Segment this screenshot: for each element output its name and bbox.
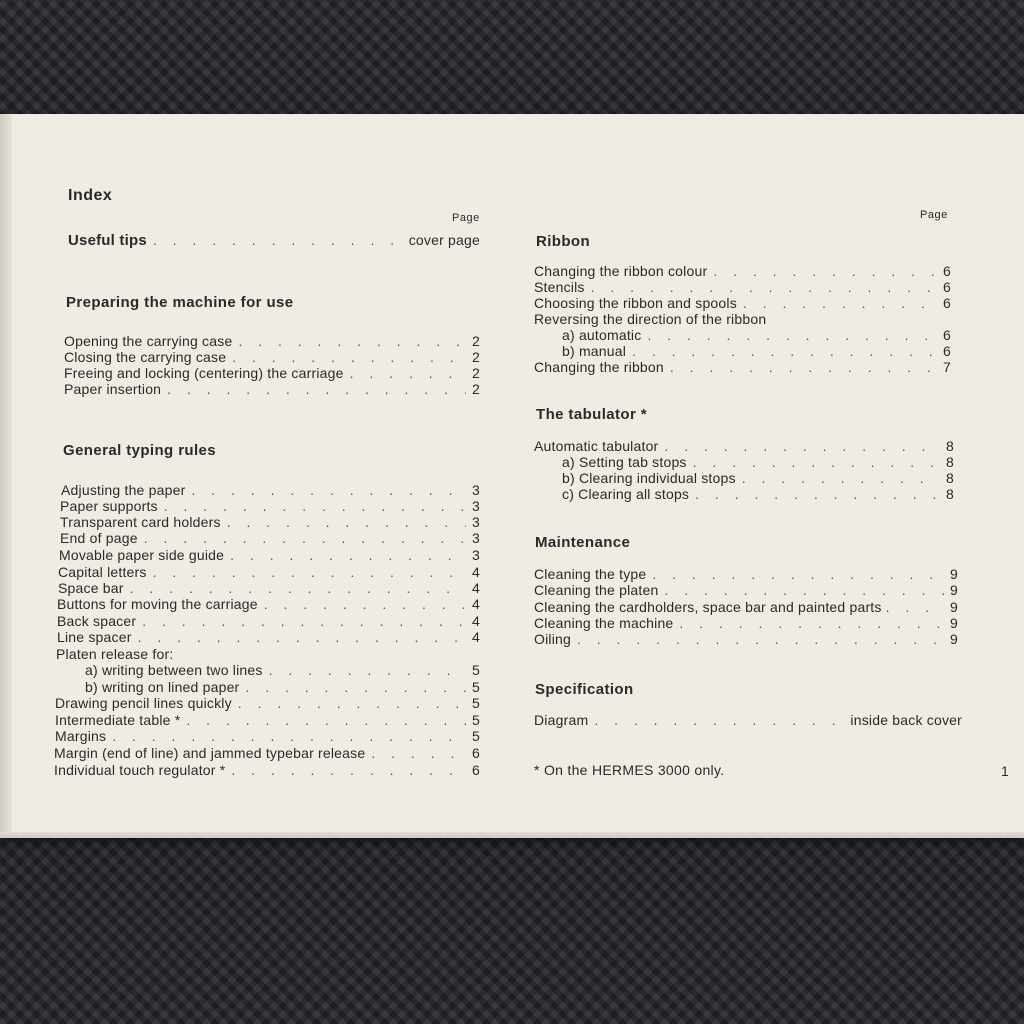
leader-dots: [153, 232, 403, 248]
leader-dots: [664, 582, 944, 598]
toc-entry-label: Stencils: [534, 279, 585, 295]
toc-entry-page: 9: [950, 582, 958, 598]
toc-entry-label: Back spacer: [57, 613, 137, 629]
footnote: * On the HERMES 3000 only.: [534, 762, 725, 778]
toc-entry-page: 4: [472, 596, 480, 612]
leader-dots: [886, 599, 946, 615]
toc-entry: [55, 712, 480, 728]
leader-dots: [679, 615, 944, 631]
toc-entry-page: 4: [472, 564, 480, 580]
page-edge: [0, 832, 1024, 838]
toc-entry: [534, 631, 958, 647]
toc-entry: [85, 662, 480, 678]
toc-entry-page: 3: [472, 482, 480, 498]
toc-entry-page: 9: [950, 599, 958, 615]
leader-dots: [227, 514, 466, 530]
leader-dots: [238, 333, 466, 349]
toc-entry: [534, 615, 958, 631]
toc-entry-page: 9: [950, 631, 958, 647]
toc-entry-label: Platen release for:: [56, 646, 174, 662]
toc-entry-label: a) automatic: [562, 327, 642, 343]
toc-entry-page: 3: [472, 498, 480, 514]
leader-dots: [632, 343, 937, 359]
leader-dots: [245, 679, 466, 695]
toc-entry-page: 8: [946, 454, 954, 470]
toc-entry-label: Margin (end of line) and jammed typebar release: [54, 745, 366, 761]
leader-dots: [371, 745, 466, 761]
toc-entry-page: 5: [472, 728, 480, 744]
leader-dots: [695, 486, 940, 502]
toc-entry-page: 2: [472, 365, 480, 381]
leader-dots: [164, 498, 466, 514]
toc-entry-page: 9: [950, 615, 958, 631]
toc-entry-page: 6: [943, 295, 951, 311]
toc-entry-page: 6: [943, 279, 951, 295]
toc-entry: [60, 498, 480, 514]
toc-entry: [534, 311, 951, 327]
leader-dots: [743, 295, 937, 311]
toc-entry-page: 9: [950, 566, 958, 582]
toc-entry: [59, 547, 480, 563]
toc-entry: [64, 365, 480, 381]
toc-entry: [58, 580, 480, 596]
toc-entry: [85, 679, 480, 695]
toc-entry: [57, 629, 480, 645]
toc-entry: [55, 728, 480, 744]
toc-entry-label: Diagram: [534, 712, 589, 728]
toc-entry-label: Line spacer: [57, 629, 132, 645]
toc-entry-label: Cleaning the platen: [534, 582, 659, 598]
toc-entry: [54, 745, 480, 761]
leader-dots: [230, 547, 466, 563]
toc-entry-label: Choosing the ribbon and spools: [534, 295, 737, 311]
toc-entry: [54, 762, 480, 778]
leader-dots: [577, 631, 944, 647]
toc-entry: [64, 349, 480, 365]
leader-dots: [652, 566, 944, 582]
toc-entry-label: Paper insertion: [64, 381, 162, 397]
toc-entry: [61, 482, 480, 498]
toc-entry-label: Cleaning the machine: [534, 615, 674, 631]
leader-dots: [191, 482, 466, 498]
toc-entry-label: Changing the ribbon: [534, 359, 664, 375]
toc-entry-page: inside back cover: [850, 712, 962, 728]
toc-entry: [534, 712, 962, 728]
toc-entry-label: Changing the ribbon colour: [534, 263, 708, 279]
leader-dots: [664, 438, 940, 454]
toc-entry: [55, 695, 480, 711]
toc-entry-page: 3: [472, 530, 480, 546]
toc-entry-label: Oiling: [534, 631, 571, 647]
section-title-ribbon: Ribbon: [536, 233, 591, 250]
leader-dots: [238, 695, 466, 711]
toc-entry-label: Space bar: [58, 580, 124, 596]
toc-entry-page: 3: [472, 514, 480, 530]
index-page: [0, 114, 1024, 838]
toc-entry: [562, 486, 954, 502]
leader-dots: [112, 728, 466, 744]
toc-entry-label: Cleaning the cardholders, space bar and painted parts: [534, 599, 882, 615]
toc-entry-label: Margins: [55, 728, 107, 744]
toc-entry-page: 6: [943, 263, 951, 279]
toc-entry-label: Opening the carrying case: [64, 333, 233, 349]
useful-tips-page: cover page: [408, 232, 480, 248]
toc-entry-label: Capital letters: [58, 564, 147, 580]
toc-entry-page: 8: [946, 486, 954, 502]
section-title-tabulator: The tabulator *: [536, 406, 648, 423]
toc-entry-label: b) manual: [562, 343, 627, 359]
toc-entry: [562, 454, 954, 470]
toc-entry-label: Buttons for moving the carriage: [57, 596, 258, 612]
useful-tips-label: Useful tips: [68, 232, 147, 249]
leader-dots: [594, 712, 844, 728]
toc-entry-label: Movable paper side guide: [59, 547, 225, 563]
toc-entry-label: c) Clearing all stops: [562, 486, 690, 502]
toc-entry-page: 2: [472, 381, 480, 397]
toc-entry-label: b) writing on lined paper: [85, 679, 240, 695]
toc-entry: [534, 566, 958, 582]
toc-entry-page: 6: [943, 327, 951, 343]
toc-entry-page: 4: [472, 629, 480, 645]
toc-entry-label: Paper supports: [60, 498, 158, 514]
section-title-maintenance: Maintenance: [535, 534, 631, 551]
toc-entry: [562, 343, 951, 359]
toc-entry: [64, 333, 480, 349]
leader-dots: [713, 263, 937, 279]
toc-entry-page: 3: [472, 547, 480, 563]
toc-entry: [57, 596, 480, 612]
leader-dots: [647, 327, 937, 343]
leader-dots: [742, 470, 940, 486]
toc-entry: [562, 470, 954, 486]
page-column-header-right: Page: [920, 209, 948, 221]
toc-entry-page: 5: [472, 662, 480, 678]
toc-entry-page: 6: [472, 762, 480, 778]
section-title-preparing: Preparing the machine for use: [66, 294, 294, 311]
leader-dots: [186, 712, 466, 728]
leader-dots: [142, 613, 466, 629]
toc-entry-page: 7: [943, 359, 951, 375]
toc-entry-label: End of page: [60, 530, 138, 546]
toc-entry-label: Adjusting the paper: [61, 482, 186, 498]
toc-entry-label: a) Setting tab stops: [562, 454, 687, 470]
toc-entry-label: Closing the carrying case: [64, 349, 227, 365]
leader-dots: [231, 762, 466, 778]
leader-dots: [144, 530, 466, 546]
toc-entry-label: Transparent card holders: [60, 514, 221, 530]
toc-entry: [534, 295, 951, 311]
page-column-header-left: Page: [452, 212, 480, 224]
index-title: Index: [68, 187, 113, 204]
toc-entry-page: 4: [472, 613, 480, 629]
leader-dots: [591, 279, 937, 295]
toc-entry: [534, 359, 951, 375]
leader-dots: [232, 349, 466, 365]
leader-dots: [350, 365, 466, 381]
toc-entry-label: Drawing pencil lines quickly: [55, 695, 232, 711]
toc-entry: [56, 646, 480, 662]
toc-entry: [60, 530, 480, 546]
toc-entry: [562, 327, 951, 343]
page-number: 1: [1001, 763, 1010, 779]
toc-entry-page: 5: [472, 679, 480, 695]
toc-entry-page: 6: [943, 343, 951, 359]
toc-entry-label: Individual touch regulator *: [54, 762, 226, 778]
toc-entry: [57, 613, 480, 629]
toc-entry-label: Freeing and locking (centering) the carriage: [64, 365, 344, 381]
toc-entry: [534, 263, 951, 279]
toc-entry-label: a) writing between two lines: [85, 662, 263, 678]
section-title-general: General typing rules: [63, 442, 217, 459]
toc-entry-page: 6: [472, 745, 480, 761]
toc-entry-page: 4: [472, 580, 480, 596]
leader-dots: [264, 596, 466, 612]
toc-entry-page: 2: [472, 333, 480, 349]
toc-entry-label: Reversing the direction of the ribbon: [534, 311, 767, 327]
leader-dots: [138, 629, 466, 645]
toc-entry-label: Cleaning the type: [534, 566, 647, 582]
toc-entry-page: 5: [472, 712, 480, 728]
leader-dots: [130, 580, 466, 596]
toc-entry-label: Automatic tabulator: [534, 438, 659, 454]
toc-entry: [534, 279, 951, 295]
leader-dots: [167, 381, 466, 397]
toc-entry: [534, 582, 958, 598]
useful-tips-entry: [68, 232, 480, 248]
section-title-specification: Specification: [535, 681, 634, 698]
toc-entry-page: 5: [472, 695, 480, 711]
toc-entry: [534, 599, 958, 615]
leader-dots: [693, 454, 940, 470]
toc-entry-page: 2: [472, 349, 480, 365]
leader-dots: [670, 359, 937, 375]
toc-entry-page: 8: [946, 470, 954, 486]
leader-dots: [153, 564, 466, 580]
toc-entry-label: Intermediate table *: [55, 712, 181, 728]
toc-entry: [534, 438, 954, 454]
toc-entry: [58, 564, 480, 580]
toc-entry: [60, 514, 480, 530]
leader-dots: [269, 662, 466, 678]
toc-entry: [64, 381, 480, 397]
toc-entry-label: b) Clearing individual stops: [562, 470, 736, 486]
toc-entry-page: 8: [946, 438, 954, 454]
